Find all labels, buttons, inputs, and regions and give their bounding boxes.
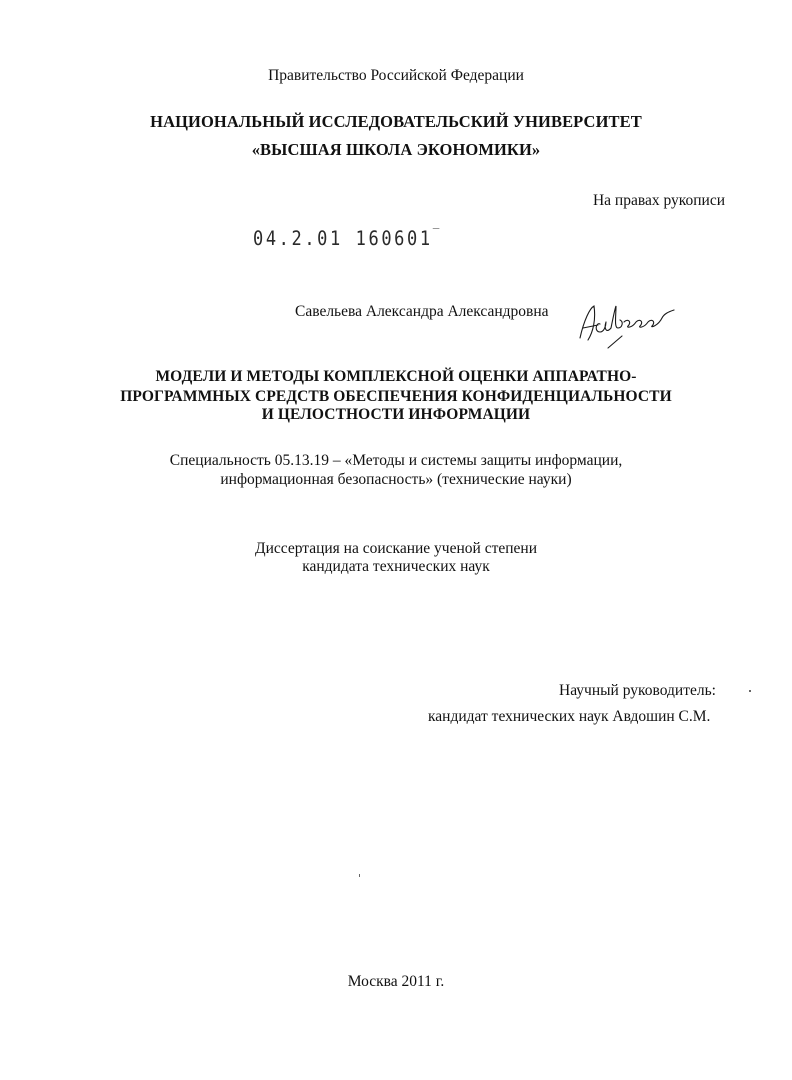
university-name-line-1: НАЦИОНАЛЬНЫЙ ИССЛЕДОВАТЕЛЬСКИЙ УНИВЕРСИТЕТ: [150, 112, 642, 131]
supervisor-name: кандидат технических наук Авдошин С.М.: [428, 708, 711, 725]
registry-code-stamp: [253, 226, 442, 250]
place-and-year: Москва 2011 г.: [347, 973, 445, 990]
manuscript-note: На правах рукописи: [592, 192, 725, 209]
dissertation-line-2: кандидата технических наук: [302, 558, 490, 575]
dissertation-line-1: Диссертация на соискание ученой степени: [255, 540, 537, 557]
scan-speck: [359, 874, 360, 877]
registry-code-tick: ‾: [432, 226, 442, 242]
thesis-title-line-2: ПРОГРАММНЫХ СРЕДСТВ ОБЕСПЕЧЕНИЯ КОНФИДЕНЦИАЛЬНОСТИ: [120, 388, 672, 405]
registry-code: 04.2.01 160601: [253, 227, 433, 251]
specialty-line-2: информационная безопасность» (технические науки): [220, 471, 572, 488]
thesis-title-line-1: МОДЕЛИ И МЕТОДЫ КОМПЛЕКСНОЙ ОЦЕНКИ АППАРАТНО-: [155, 368, 637, 385]
author-name: Савельева Александра Александровна: [295, 303, 549, 320]
specialty-line-1: Специальность 05.13.19 – «Методы и системы защиты информации,: [169, 452, 623, 469]
author-signature: [576, 298, 680, 354]
thesis-title-line-3: И ЦЕЛОСТНОСТИ ИНФОРМАЦИИ: [261, 406, 531, 423]
government-heading: Правительство Российской Федерации: [268, 67, 524, 84]
university-name-line-2: «ВЫСШАЯ ШКОЛА ЭКОНОМИКИ»: [251, 140, 541, 159]
scan-speck: [749, 690, 751, 692]
supervisor-label: Научный руководитель:: [559, 682, 716, 699]
